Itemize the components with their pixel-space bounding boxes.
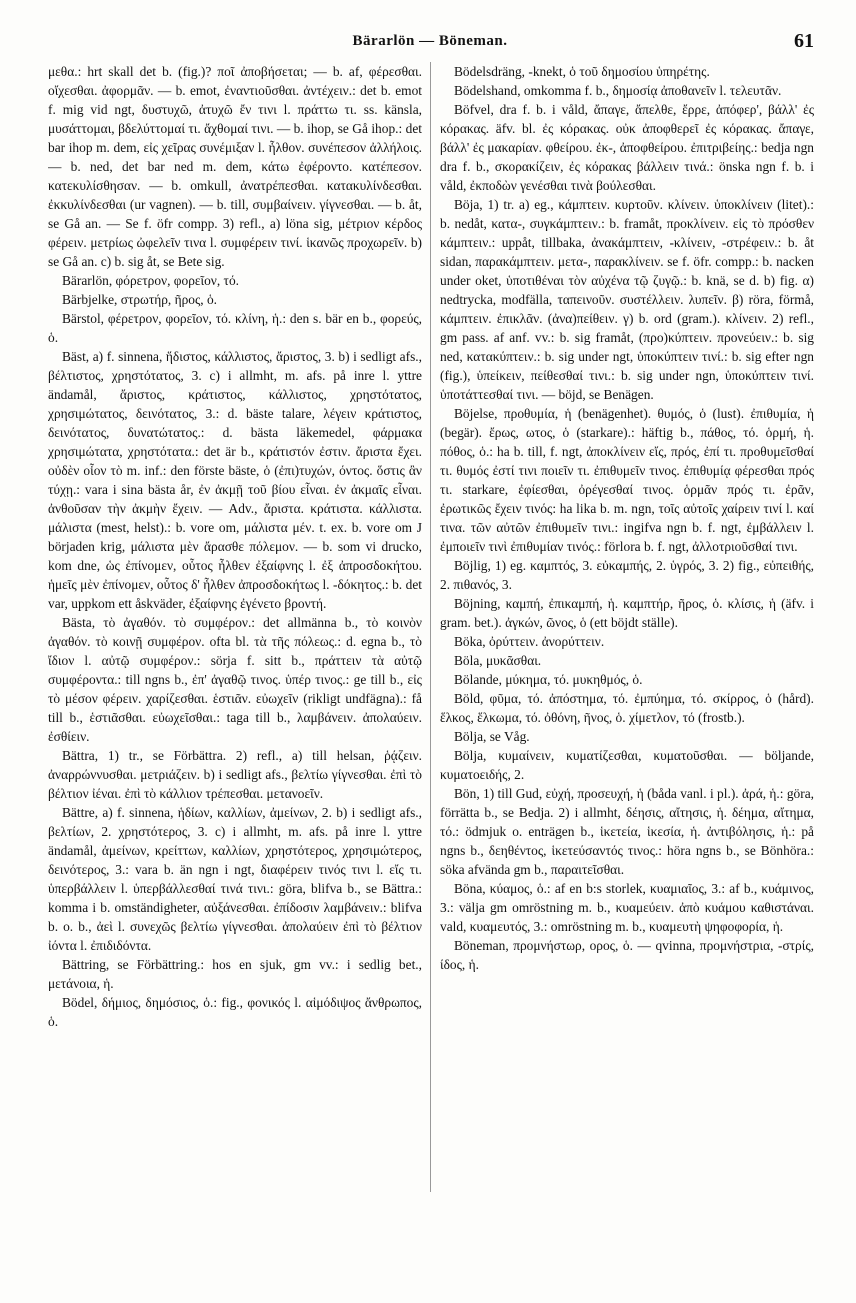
- dictionary-entry: Böja, 1) tr. a) eg., κάμπτειν. κυρτοῦν. κλίνειν. ὑποκλίνειν (litet).: b. nedåt, κατα-, συγκάμπτειν.: b. framåt, προκλίνειν. εἰς τὸ πρόσθεν κάμπτειν.: uppåt, tillbaka, ἀνακάμπτειν, -κλίνειν, -στρέφειν.: b. åt sidan, παρακάμπτειν. μετα-, παρακλίνειν. se f. öfr. compp.: b. nacken under oket, ὑποτιθέναι τὸν αὐχένα τῷ ζυγῷ.: b. knä, se d. b) fig. α) nedtrycka, modfälla, ταπεινοῦν. συστέλλειν. λυπεῖν. β) röra, förmå, κάμπτειν. ἐπικλᾶν. (ἀνα)πείθειν. γ) b. ord (gram.). κλίνειν. 2) refl., gm pass. af anf. vv.: b. sig framåt, (προ)κύπτειν. προνεύειν.: b. sig ned, κατακύπτειν.: b. sig under ngt, ὑποκύπτειν τινί.: b. sig efter ngn (fig.), ὑπείκειν, πείθεσθαί τινι.: b. sig under ngn, ὑποκύπτειν τινί. ὑποτάττεσθαί τινι. — böjd, se Benägen.: [440, 197, 814, 402]
- page-header: [50, 30, 814, 54]
- dictionary-entry: Bölja, κυμαίνειν, κυματίζεσθαι, κυματοῦσθαι. — böljande, κυματοειδής, 2.: [440, 748, 814, 782]
- right-column: [440, 62, 814, 1294]
- dictionary-entry: Böneman, προμνήστωρ, ορος, ὁ. — qvinna, προμνήστρια, -στρίς, ίδος, ἡ.: [440, 938, 814, 972]
- running-head: Bärarlön — Böneman.: [352, 33, 508, 49]
- page-number: 61: [794, 30, 814, 52]
- dictionary-entry: Bäst, a) f. sinnena, ἥδιστος, κάλλιστος, ἄριστος, 3. b) i sedligt afs., βέλτιστος, χρηστότατος, 3. c) i allmht, m. afs. på inre l. yttre ändamål, ἄριστος, κράτιστος, κάλλιστος, χρηστότατος, χρησιμώτατος, δεινότατος, 3.: d. bäste talare, λέγειν κράτιστος, δεινότατος, δυνατώτατος.: d. bästa läkemedel, φάρμακα χρησιμώτατα, χρηστότατα.: det är b., κράτιστόν ἐστιν. ἄριστα ἔχει. οὐδὲν οἷον τὸ m. inf.: den förste bäste, ὁ (ἐπι)τυχών, όντος. ὅστις ἂν τύχῃ.: vara i sina bästa år, ἐν ἀκμῇ τοῦ βίου εἶναι. ἐν ἀκμαῖς εἶναι. ἀνθοῦσαν τὴν ἀκμὴν ἔχειν. — Adv., ἄριστα. κράτιστα. κάλλιστα. μάλιστα (mest, helst).: b. vore om, μάλιστα μέν. t. ex. b. vore om J börjaden krig, μάλιστα μὲν ἄρασθε πόλεμον. — b. som vi drucko, kom dne, ὡς ἐπίνομεν, οὗτος ἦλθεν ἐξαίφνης l. ἐξ ἀπροσδοκήτου. ἡμεῖς μὲν ἐπίνομεν, οὗτος δ' ἦλθεν ἀπροσδοκήτως l. -δόκητος.: b. det var, uppkom ett åskväder, ἐξαίφνης ἐγένετο βροντή.: [48, 349, 422, 611]
- dictionary-entry: Bödelsdräng, -knekt, ὁ τοῦ δημοσίου ὑπηρέτης.: [454, 64, 710, 79]
- dictionary-entry: Bölja, se Våg.: [454, 729, 530, 744]
- dictionary-entry: Böld, φῦμα, τό. ἀπόστημα, τό. ἐμπύημα, τό. σκίρρος, ὁ (hård). ἕλκος, ἕλκωμα, τό. ὀθόνη, ῆνος, ὁ. χίμετλον, τό (frostb.).: [440, 691, 814, 725]
- dictionary-entry: Böjlig, 1) eg. καμπτός, 3. εὐκαμπής, 2. ὑγρός, 3. 2) fig., εὐπειθής, 2. πιθανός, 3.: [440, 558, 814, 592]
- dictionary-entry: Böna, κύαμος, ὁ.: af en b:s storlek, κυαμιαῖος, 3.: af b., κυάμινος, 3.: välja gm omröstning m. b., κυαμεύειν. ἀπὸ κυάμου καθιστάναι. vald, κυαμευτός, 3.: omröstning m. b., κυαμευτὴ ψηφοφορία, ἡ.: [440, 881, 814, 934]
- dictionary-entry: Böjning, καμπή, ἐπικαμπή, ἡ. καμπτήρ, ῆρος, ὁ. κλίσις, ἡ (äfv. i gram. bet.). ἀγκών, ῶνος, ὁ (ett böjdt ställe).: [440, 596, 814, 630]
- dictionary-entry: Bättra, 1) tr., se Förbättra. 2) refl., a) till helsan, ῥᾴζειν. ἀναρρώννυσθαι. μετριάζειν. b) i sedligt afs., βελτίω γίγνεσθαι. ἐπὶ τὸ βέλτιον ἰέναι. ἐπὶ τὸ κάλλιον τρέπεσθαι. μετανοεῖν.: [48, 748, 422, 801]
- dictionary-entry: Bästa, τὸ ἀγαθόν. τὸ συμφέρον.: det allmänna b., τὸ κοινὸν ἀγαθόν. τὸ κοινῇ συμφέρον. ofta bl. τὰ τῆς πόλεως.: d. egna b., τὸ ἴδιον l. αὐτῷ συμφέρον.: sörja f. sitt b., πράττειν τὰ αὐτῷ συμφέροντα.: till ngns b., ἐπ' ἀγαθῷ τινος. ὑπέρ τινος.: ge till b., εἰς τὸ μέσον φέρειν. χαρίζεσθαι. ἑστιᾶν. εὐωχεῖν (rikligt undfägna).: få till b., ἑστιᾶσθαι. εὐωχεῖσθαι.: taga till b., λαμβάνειν. ἀπολαύειν. ἐσθίειν.: [48, 615, 422, 744]
- dictionary-entry: Bön, 1) till Gud, εὐχή, προσευχή, ἡ (båda vanl. i pl.). ἀρά, ἡ.: göra, förrätta b., se Bedja. 2) i allmht, δέησις, αἴτησις, ἡ. δέημα, αἴτημα, τό.: ödmjuk o. enträgen b., ἱκετεία, ἱκεσία, ἡ. ἀντιβόλησις, ἡ.: på ngns b., δεηθέντος, ἱκετεύσαντός τινος.: höra ngns b., se Bönhöra.: söka afvända gm b., παραιτεῖσθαι.: [440, 786, 814, 877]
- dictionary-entry: Bättre, a) f. sinnena, ἡδίων, καλλίων, ἀμείνων, 2. b) i sedligt afs., βελτίων, 2. χρηστότερος, 3. c) i allmht, m. afs. på inre l. yttre ändamål, ἀμείνων, κρείττων, καλλίων, χρηστότερος, χρησιμώτερος, δεινότερος, 3.: vara b. än ngn i ngt, διαφέρειν τινός τινι l. εἴς τι. ὑπερβάλλειν l. ὑπερβάλλεσθαί τινά τινι.: göra, blifva b., se Bättra.: komma i b. omständigheter, αὐξάνεσθαι. ἐπίδοσιν λαμβάνειν.: blifva b. o. b., ἀεὶ l. συνεχῶς βελτίω γίγνεσθαι. ἀπολαύειν ἐπὶ τὸ βέλτιον ἰόντα l. ἐπιδιδόντα.: [48, 805, 422, 953]
- column-divider: [430, 62, 431, 1192]
- dictionary-entry: μεθα.: hrt skall det b. (fig.)? ποῖ ἀποβήσεται; — b. af, φέρεσθαι. οἴχεσθαι. ἀφορμᾶν. — b. emot, ἐναντιοῦσθαι. ἀντέχειν.: det b. emot f. mig vid ngt, δυστυχῶ, ἀτυχῶ ἔν τινι l. πράττω τι. ss. känsla, μυσάττομαι, βδελύττομαί τι. ἄχθομαί τινι. — b. ihop, se Gå ihop.: det bar ihop m. dem, εἰς χεῖρας συνέμιξαν l. ἦλθον. συνέπεσον ἀλλήλοις. — b. ned, det bar ned m. dem, κάτω ἐφέροντο. κατέπεσον. κατεκυλίσθησαν. — b. omkull, ἀνατρέπεσθαι. κατακυλίνδεσθαι. ἐκκυλίνδεσθαι (ur vagnen). — b. till, συμβαίνειν. γίγνεσθαι. — b. åt, se Gå an. — Se f. öfr compp. 3) refl., a) löna sig, μέτριον κέρδος φέρειν. μετρίως ὠφελεῖν τινα l. συμφέρειν τινί. ἱκανῶς προχωρεῖν. b) se Gå an. c) b. sig åt, se Bete sig.: [48, 64, 422, 269]
- dictionary-entry: Böla, μυκᾶσθαι.: [454, 653, 542, 668]
- dictionary-entry: Bölande, μύκημα, τό. μυκηθμός, ὁ.: [454, 672, 643, 687]
- dictionary-entry: Bärarlön, φόρετρον, φορεῖον, τό.: [62, 273, 239, 288]
- left-column: [48, 62, 422, 1294]
- dictionary-entry: Böka, ὀρύττειν. ἀνορύττειν.: [454, 634, 605, 649]
- dictionary-entry: Böfvel, dra f. b. i våld, ἄπαγε, ἄπελθε, ἔρρε, ἀπόφερ', βάλλ' ἐς κόρακας. äfv. bl. ἐς κόρακας. οὐκ ἀποφθερεῖ ἐς κόρακας. ἄπαγε, βάλλ' ἐς μακαρίαν. φθείρου. ἐκ-, ἀποφθείρου. ἐπιτριβείης.: bedja ngn dra f. b., σκορακίζειν, ἐς κόρακας βάλλειν τινά.: önska ngn f. b. i våld, ἐκποδὼν γενέσθαι τινὰ βούλεσθαι.: [440, 102, 814, 193]
- dictionary-entry: Bödelshand, omkomma f. b., δημοσίᾳ ἀποθανεῖν l. τελευτᾶν.: [454, 83, 782, 98]
- dictionary-entry: Böjelse, προθυμία, ἡ (benägenhet). θυμός, ὁ (lust). ἐπιθυμία, ἡ (begär). ἔρως, ωτος, ὁ (starkare).: häftig b., πάθος, τό. ὁρμή, ἡ. πόθος, ὁ.: ha b. till, f. ngt, ἀποκλίνειν εἴς, πρός, ἐπί τι. προθυμεῖσθαί τι. θυμός ἐστί τινι ποιεῖν τι. ἐπιθυμεῖν τινος. ἐπιθυμίᾳ φέρεσθαι πρός τι. starkare, ἐφίεσθαι, ὀρέγεσθαί τινος. ὁρμᾶν πρός τι. ἐρᾶν, ἐρωτικῶς ἔχειν τινός: ha lika b. m. ngn, τοῖς αὐτοῖς χαίρειν τινί l. καί τινα. τῶν αὐτῶν ἐπιθυμεῖν τινι.: ingifva ngn b. f. ngt, ἐμβάλλειν l. ἐμποιεῖν τινὶ ἐπιθυμίαν τινός.: förlora b. f. ngt, ἀλλοτριοῦσθαί τινι.: [440, 406, 814, 554]
- dictionary-entry: Bärbjelke, στρωτήρ, ῆρος, ὁ.: [62, 292, 218, 307]
- dictionary-entry: Bödel, δήμιος, δημόσιος, ὁ.: fig., φονικός l. αἱμόδιψος ἄνθρωπος, ὁ.: [48, 995, 422, 1029]
- dictionary-entry: Bärstol, φέρετρον, φορεῖον, τό. κλίνη, ἡ.: den s. bär en b., φορεύς, ὁ.: [48, 311, 422, 345]
- dictionary-entry: Bättring, se Förbättring.: hos en sjuk, gm vv.: i sedlig bet., μετάνοια, ἡ.: [48, 957, 422, 991]
